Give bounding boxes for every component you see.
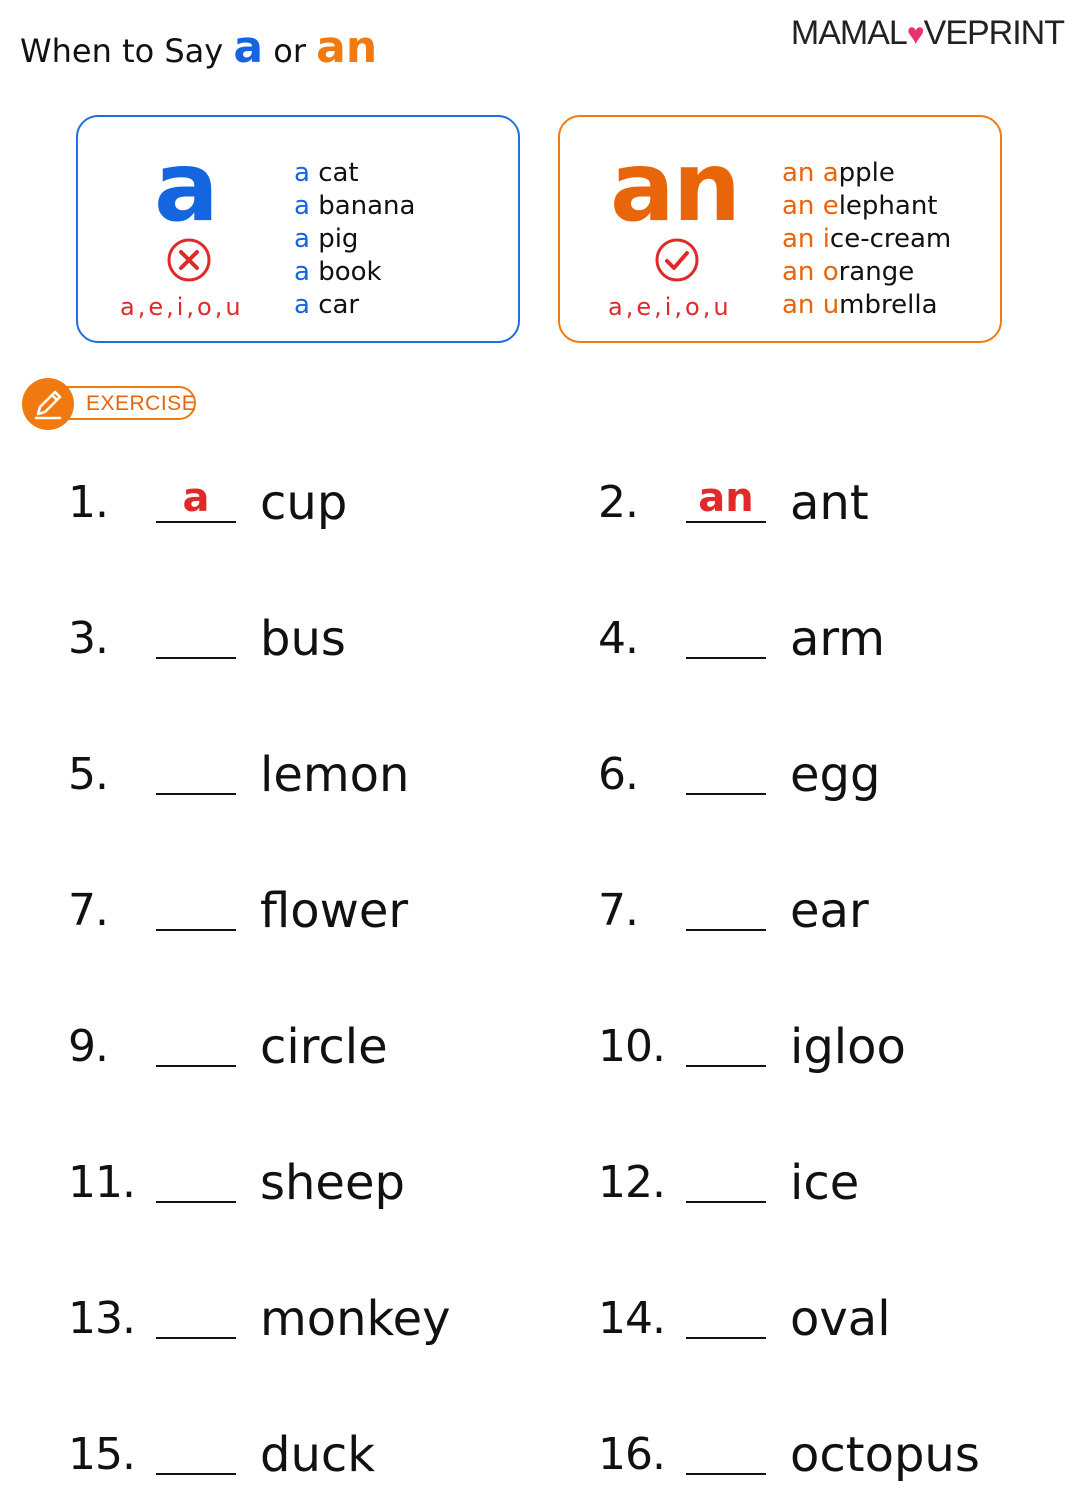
item-number: 7. — [598, 885, 638, 936]
rule-an-vowels: a,e,i,o,u — [608, 293, 732, 321]
pencil-icon — [22, 378, 74, 430]
example-item: a pig — [294, 224, 359, 254]
page-title — [20, 22, 377, 73]
item-word: circle — [260, 1019, 388, 1075]
exercise-item — [68, 1417, 548, 1497]
example-item: an orange — [782, 257, 915, 287]
answer-blank[interactable] — [686, 929, 766, 931]
example-item: a cat — [294, 158, 359, 188]
item-word: oval — [790, 1291, 891, 1347]
rule-a-vowels: a,e,i,o,u — [120, 293, 244, 321]
item-number: 4. — [598, 613, 638, 664]
check-circle-icon — [654, 237, 700, 283]
example-item: a car — [294, 290, 360, 320]
answer-text: an — [698, 475, 754, 521]
answer-blank[interactable] — [156, 657, 236, 659]
exercise-item — [598, 1281, 1078, 1361]
answer-blank[interactable] — [156, 1201, 236, 1203]
answer-blank[interactable] — [156, 929, 236, 931]
item-word: cup — [260, 475, 348, 531]
item-number: 3. — [68, 613, 108, 664]
item-word: duck — [260, 1427, 376, 1483]
rule-an-examples — [782, 157, 951, 322]
example-item: an umbrella — [782, 290, 938, 320]
answer-blank[interactable] — [686, 1065, 766, 1067]
answer-blank[interactable] — [686, 1473, 766, 1475]
example-item: a book — [294, 257, 382, 287]
exercise-item — [68, 873, 548, 953]
item-word: monkey — [260, 1291, 451, 1347]
answer-text: a — [182, 475, 210, 521]
item-number: 16. — [598, 1429, 665, 1480]
example-item: an apple — [782, 158, 895, 188]
title-article-an: an — [316, 22, 378, 73]
answer-blank[interactable] — [156, 1065, 236, 1067]
exercise-item — [598, 1145, 1078, 1225]
exercise-item — [68, 601, 548, 681]
heart-icon: ♥ — [906, 18, 924, 51]
answer-blank[interactable] — [156, 1473, 236, 1475]
item-number: 15. — [68, 1429, 135, 1480]
item-number: 14. — [598, 1293, 665, 1344]
exercise-label: EXERCISE — [86, 392, 197, 415]
exercise-item — [598, 873, 1078, 953]
brand-logo: MAMAL♥VEPRINT — [790, 14, 1064, 52]
answer-blank[interactable] — [686, 657, 766, 659]
rule-an-letter: an — [610, 131, 740, 243]
item-word: igloo — [790, 1019, 906, 1075]
exercise-item — [68, 1281, 548, 1361]
exercise-item — [68, 737, 548, 817]
answer-blank[interactable] — [686, 1337, 766, 1339]
item-word: lemon — [260, 747, 410, 803]
item-word: egg — [790, 747, 881, 803]
item-word: ant — [790, 475, 869, 531]
exercise-item — [598, 601, 1078, 681]
item-number: 12. — [598, 1157, 665, 1208]
title-or: or — [273, 32, 306, 70]
rule-a-letter: a — [154, 131, 219, 243]
item-word: arm — [790, 611, 886, 667]
exercise-item — [68, 1145, 548, 1225]
rule-card-a — [76, 115, 520, 343]
exercise-item — [598, 737, 1078, 817]
exercise-item — [68, 1009, 548, 1089]
item-number: 10. — [598, 1021, 665, 1072]
answer-blank[interactable] — [686, 1201, 766, 1203]
item-word: sheep — [260, 1155, 405, 1211]
rule-a-examples — [294, 157, 415, 322]
answer-blank[interactable] — [156, 793, 236, 795]
item-number: 6. — [598, 749, 638, 800]
example-item: a banana — [294, 191, 416, 221]
answer-blank[interactable] — [156, 1337, 236, 1339]
answer-blank[interactable] — [156, 521, 236, 523]
example-item: an ice-cream — [782, 224, 952, 254]
exercise-item — [598, 1417, 1078, 1497]
item-number: 11. — [68, 1157, 135, 1208]
item-number: 9. — [68, 1021, 108, 1072]
item-word: ear — [790, 883, 869, 939]
item-word: flower — [260, 883, 409, 939]
item-number: 2. — [598, 477, 638, 528]
exercise-item — [598, 1009, 1078, 1089]
cross-circle-icon — [166, 237, 212, 283]
answer-blank[interactable] — [686, 793, 766, 795]
title-prefix: When to Say — [20, 32, 224, 70]
exercise-badge — [22, 378, 198, 430]
item-word: bus — [260, 611, 346, 667]
exercise-item — [68, 465, 548, 545]
item-number: 13. — [68, 1293, 135, 1344]
answer-blank[interactable] — [686, 521, 766, 523]
example-item: an elephant — [782, 191, 938, 221]
rule-card-an — [558, 115, 1002, 343]
item-word: octopus — [790, 1427, 980, 1483]
exercise-item — [598, 465, 1078, 545]
item-word: ice — [790, 1155, 860, 1211]
item-number: 1. — [68, 477, 108, 528]
item-number: 5. — [68, 749, 108, 800]
item-number: 7. — [68, 885, 108, 936]
title-article-a: a — [233, 22, 264, 73]
